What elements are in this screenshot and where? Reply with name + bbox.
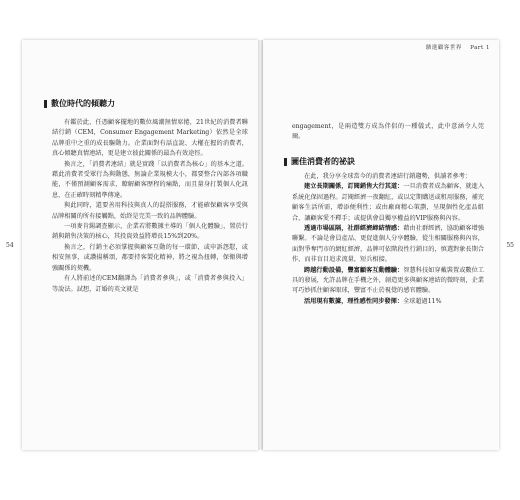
right-section-title: 圖佳消費者的祕訣 bbox=[291, 156, 355, 166]
item-lead: 跨越行動設備，豐富顧客互動體驗 ： bbox=[304, 267, 403, 274]
running-head-title: 駭進顧客世界 bbox=[425, 45, 462, 51]
left-body-text bbox=[52, 118, 248, 295]
list-item bbox=[292, 297, 484, 307]
paragraph: 一項麥肯錫調查顯示，企業若將數據主導的「個人化體驗」，置於行銷與銷售決策的核心，其投資效益將增長15%到20%。 bbox=[52, 223, 248, 241]
list-item bbox=[292, 182, 484, 224]
item-lead: 建立長期關係，訂閱銷售大行其道 ： bbox=[304, 183, 403, 190]
list-item bbox=[292, 266, 484, 297]
item-body: 全球超過11% bbox=[403, 297, 442, 305]
item-body: 智慧科技如穿戴裝置或數位工具的發展，允許品牌在手機之外，創造更多與顧客連結的微時刻，企業可巧妙抓住顧客眼球，豐富不止於視覺的感官體驗。 bbox=[292, 266, 485, 295]
paragraph: 在此，我分享全球當今的消費者連結行銷趨勢，供讀者參考： bbox=[304, 173, 472, 180]
paragraph: 有人將前述的CEM翻譯為「消費者參與」，或「消費者參與投入」等說法。試想，訂婚的英文就是 bbox=[52, 275, 248, 293]
paragraph: 有鑑於此，任憑顧客擺地的數位風潮無情席捲，21世紀的消費者聯結行銷（CEM，Consumer Engagement Marketing）依然是全球品牌重中之重的成長驅動力。企業面對有話直說、大權在握的消費者，真心傾聽真情連結，更是建立彼此關係的最為有效途徑。 bbox=[52, 119, 248, 158]
paragraph: 換言之，「消費者連結」就是實踐「以消費者為核心」的基本之道。藉此消費者受眾行為與動態，無論企業規模大小，都要整合內部各項職能，不僅預測顧客需求，瞭解顧客歷程的痛點，而且量身打製個人化訊息，在正確時刻精準傳達。 bbox=[52, 160, 248, 199]
left-page-number: 54 bbox=[6, 242, 14, 249]
right-section-heading bbox=[284, 156, 355, 167]
running-head bbox=[426, 43, 490, 51]
paragraph: engagement，是兩造雙方成為伴侶的一種儀式，此中意涵令人莞爾。 bbox=[292, 123, 484, 141]
running-head-part: Part 1 bbox=[470, 45, 490, 51]
item-body: 藉由社群經濟，協助顧客增強聯繫。不論是會員產品、更促進個人分享體驗，從生相關服務與內容，面對爭奪門市的網紅經濟，品牌可依階段性行銷目的，慎選對象長期合作，而非盲目追求流量，短兵相接。 bbox=[292, 225, 485, 264]
paragraph: 與此同時，還要善用科技與真人的混搭服務，才能確保顧客享受與品牌相關的所有接觸點，始終是完美一致的品牌體驗。 bbox=[52, 202, 248, 220]
list-item bbox=[292, 224, 484, 266]
right-page-number: 55 bbox=[506, 242, 514, 249]
heading-bar-icon bbox=[284, 158, 287, 166]
right-intro-text bbox=[292, 122, 484, 143]
item-lead: 透過市場區隔，社群經濟締結情感 ： bbox=[304, 225, 403, 232]
paragraph: 換言之，行銷主必須掌握與顧客互動的每一環節，或申訴怨懟，或相安無事，或讚揚稱頌，都要持客製化精神，將之視為扭轉，保衛與增強關係的契機。 bbox=[52, 243, 248, 272]
right-body-text bbox=[292, 172, 484, 307]
left-section-title: 數位時代的傾聽力 bbox=[51, 98, 115, 108]
heading-bar-icon bbox=[44, 100, 47, 108]
item-body: 一旦消費者成為顧客，就進入系統化保固過程。訂閱經濟一夜翻紅，或以定期購送或租用服務，補充顧客生活所需，增添便利性；或由廠商精心策劃，呈現個性化產品組合，讓顧客愛不釋手；或提供會員獨享權益的VIP服務與內容。 bbox=[292, 183, 485, 222]
item-lead: 活用現有數據，理性感性同步發揮 ： bbox=[304, 298, 403, 305]
left-section-heading bbox=[44, 98, 115, 109]
